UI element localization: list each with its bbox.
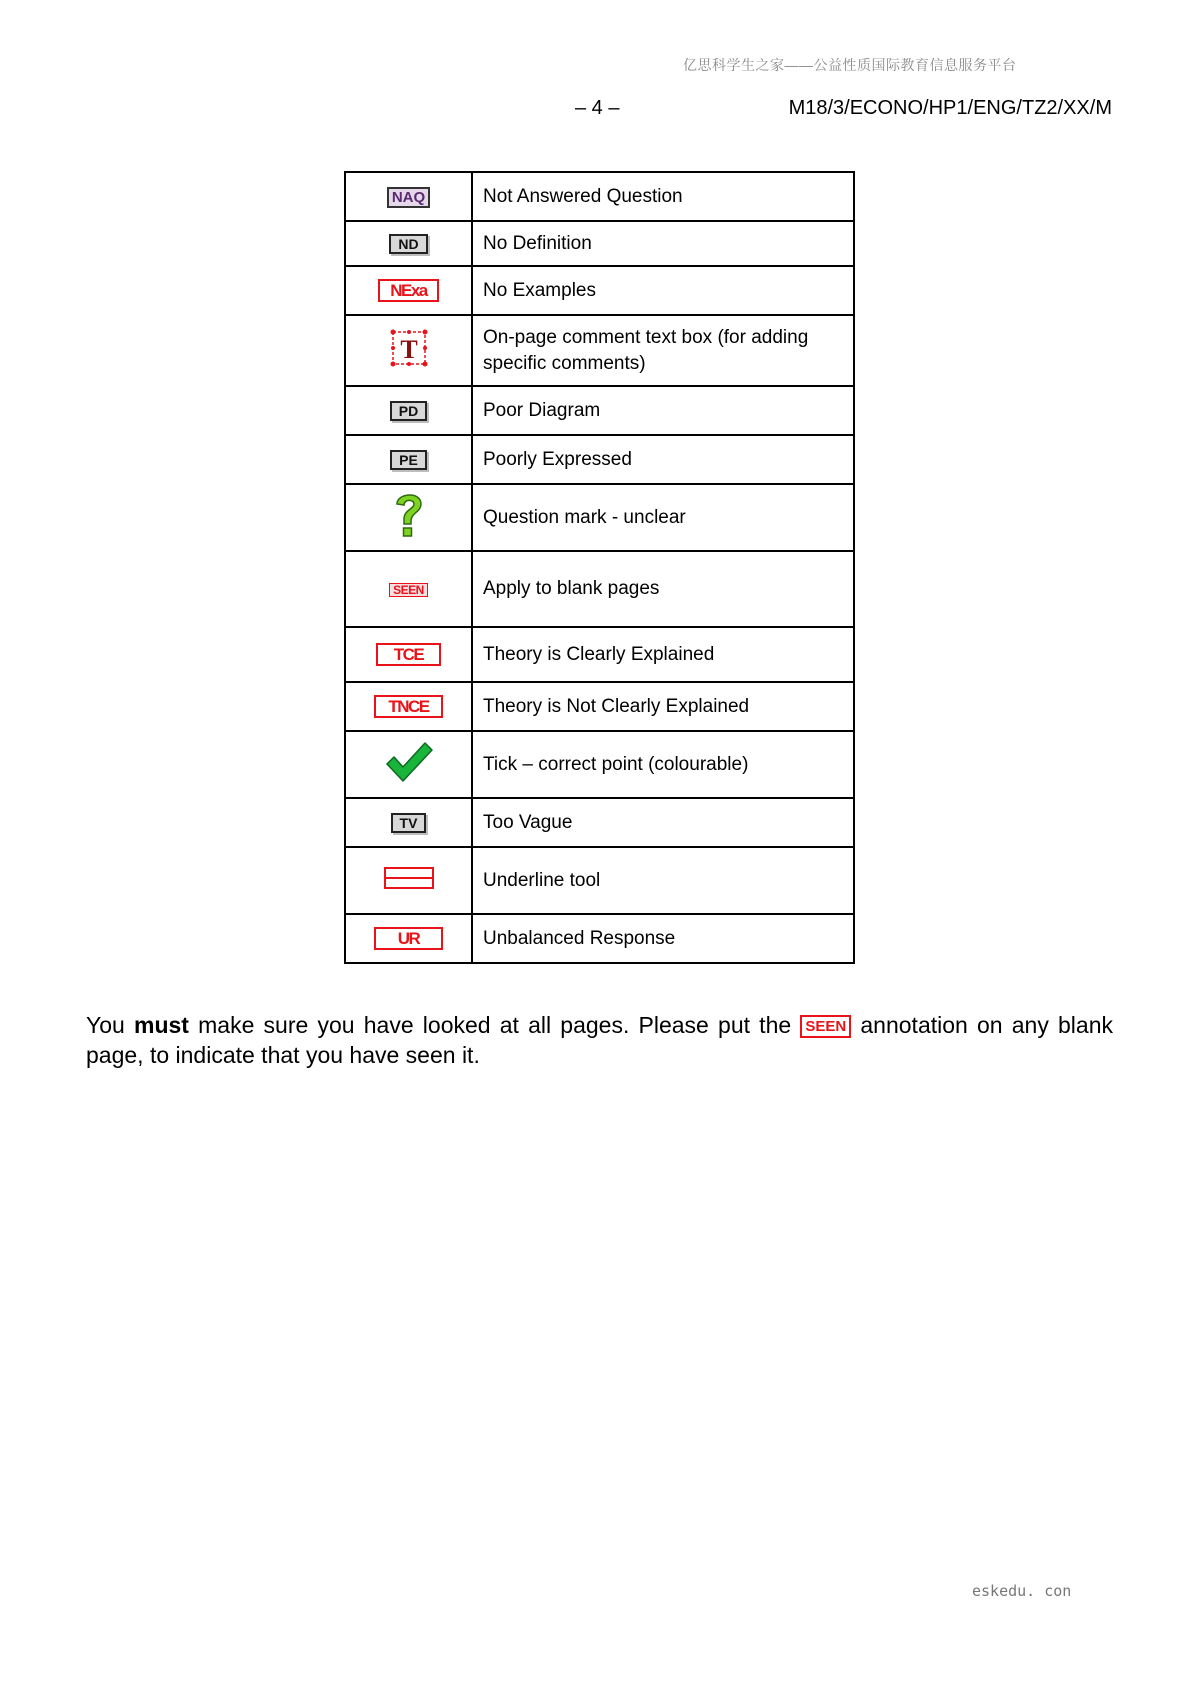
table-row (345, 266, 854, 315)
icon-cell (345, 435, 472, 484)
annotation-label: Apply to blank pages (472, 551, 854, 627)
seen-icon: SEEN (389, 583, 428, 597)
annotation-label: No Definition (472, 221, 854, 266)
annotation-label: Not Answered Question (472, 172, 854, 221)
table-row (345, 914, 854, 963)
seen-icon: SEEN (800, 1015, 851, 1038)
icon-cell (345, 484, 472, 551)
table-row (345, 798, 854, 847)
icon-cell (345, 627, 472, 682)
icon-cell (345, 682, 472, 731)
annotation-label: On-page comment text box (for adding specific comments) (472, 315, 854, 386)
svg-text:T: T (399, 334, 418, 364)
annotation-label: Theory is Not Clearly Explained (472, 682, 854, 731)
icon-cell (345, 221, 472, 266)
table-row (345, 386, 854, 435)
instruction-paragraph (86, 1010, 1113, 1070)
annotation-label: Poorly Expressed (472, 435, 854, 484)
naq-icon: NAQ (387, 187, 430, 208)
annotation-label: Tick – correct point (colourable) (472, 731, 854, 798)
pd-icon: PD (390, 401, 427, 421)
nexa-icon: NExa (378, 279, 439, 302)
tnce-icon: TNCE (374, 695, 442, 718)
table-row (345, 315, 854, 386)
watermark: 亿思科学生之家——公益性质国际教育信息服务平台 (683, 57, 1017, 73)
pe-icon: PE (390, 450, 427, 470)
icon-cell (345, 914, 472, 963)
icon-cell (345, 847, 472, 914)
annotation-legend-table (344, 171, 855, 964)
table-row (345, 435, 854, 484)
tce-icon: TCE (376, 643, 442, 666)
table-row (345, 682, 854, 731)
annotation-label: Underline tool (472, 847, 854, 914)
instruction-emphasis: must (134, 1012, 189, 1038)
annotation-label: Poor Diagram (472, 386, 854, 435)
table-row (345, 221, 854, 266)
table-row (345, 551, 854, 627)
instruction-text: You (86, 1012, 134, 1038)
annotation-label: Too Vague (472, 798, 854, 847)
icon-cell (345, 551, 472, 627)
table-row (345, 484, 854, 551)
annotation-label: Theory is Clearly Explained (472, 627, 854, 682)
document-code: M18/3/ECONO/HP1/ENG/TZ2/XX/M (788, 97, 1112, 119)
annotation-label: No Examples (472, 266, 854, 315)
table-row (345, 847, 854, 914)
icon-cell (345, 315, 472, 386)
nd-icon: ND (389, 234, 427, 254)
table-row (345, 731, 854, 798)
icon-cell (345, 386, 472, 435)
table-row (345, 627, 854, 682)
instruction-text: make sure you have looked at all pages. Please put the (188, 1012, 801, 1038)
annotation-label: Question mark - unclear (472, 484, 854, 551)
ur-icon: UR (374, 927, 444, 950)
page-number: – 4 – (575, 97, 620, 119)
icon-cell (345, 266, 472, 315)
question-mark-icon (392, 490, 426, 540)
footer-site: eskedu. con (972, 1582, 1072, 1600)
icon-cell (345, 731, 472, 798)
icon-cell (345, 798, 472, 847)
annotation-label: Unbalanced Response (472, 914, 854, 963)
underline-tool-icon (384, 867, 434, 889)
tick-icon (384, 740, 434, 784)
icon-cell (345, 172, 472, 221)
text-box-icon (389, 328, 429, 368)
instruction-text: annotation on any blank page, to indicate that you have seen it. (86, 1012, 1113, 1068)
table-row (345, 172, 854, 221)
tv-icon: TV (391, 813, 427, 833)
